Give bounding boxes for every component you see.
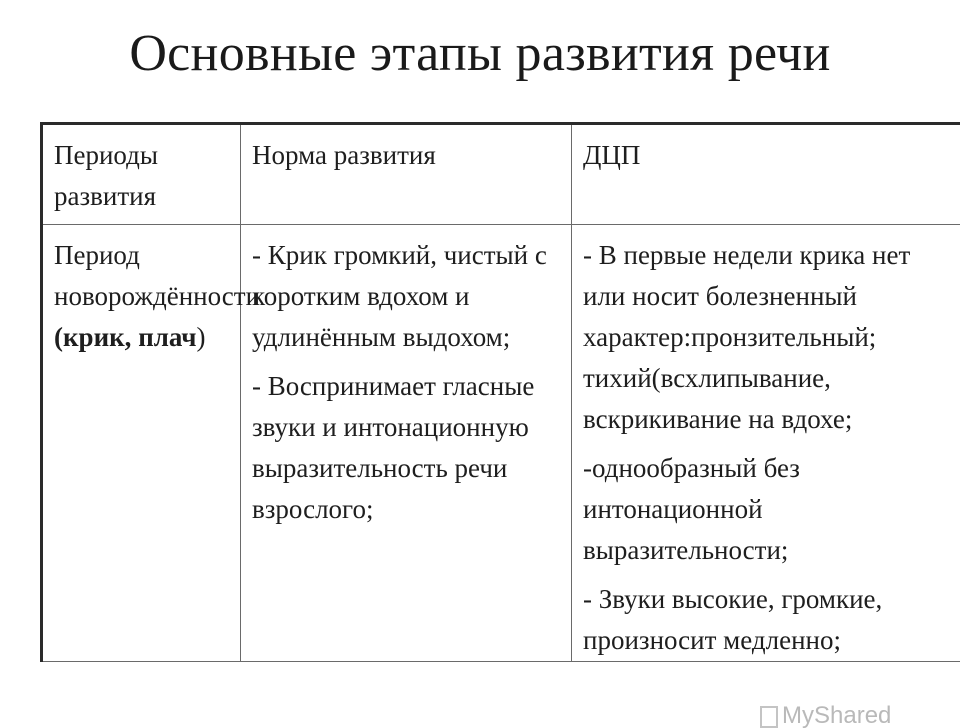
norm-cell	[241, 225, 572, 662]
period-cell	[42, 225, 241, 662]
norm-item: - Крик громкий, чистый с коротким вдохом и удлинённым выдохом;	[252, 235, 565, 358]
watermark-logo-icon	[760, 706, 778, 728]
table-header-row	[42, 124, 960, 225]
period-close-paren: )	[197, 322, 206, 352]
period-name: Период новорождённости	[54, 240, 260, 311]
watermark-text: MyShared	[782, 702, 891, 728]
header-dcp: ДЦП	[572, 124, 960, 225]
speech-stages-table	[40, 122, 960, 662]
period-bold-part-2: плач	[138, 322, 196, 352]
header-periods: Периоды развития	[42, 124, 241, 225]
dcp-item: - Звуки высокие, громкие, произносит медленно;	[583, 579, 957, 661]
watermark	[760, 702, 948, 728]
header-norm: Норма развития	[241, 124, 572, 225]
page-title: Основные этапы развития речи	[0, 22, 960, 86]
table-row	[42, 225, 960, 662]
period-bold-part-1: (крик,	[54, 322, 131, 352]
dcp-item: -однообразный без интонационной выразительности;	[583, 448, 957, 571]
dcp-cell	[572, 225, 960, 662]
norm-item: - Воспринимает гласные звуки и интонационную выразительность речи взрослого;	[252, 366, 565, 530]
dcp-item: - В первые недели крика нет или носит болезненный характер:пронзительный; тихий(всхлипывание, вскрикивание на вдохе;	[583, 235, 957, 440]
